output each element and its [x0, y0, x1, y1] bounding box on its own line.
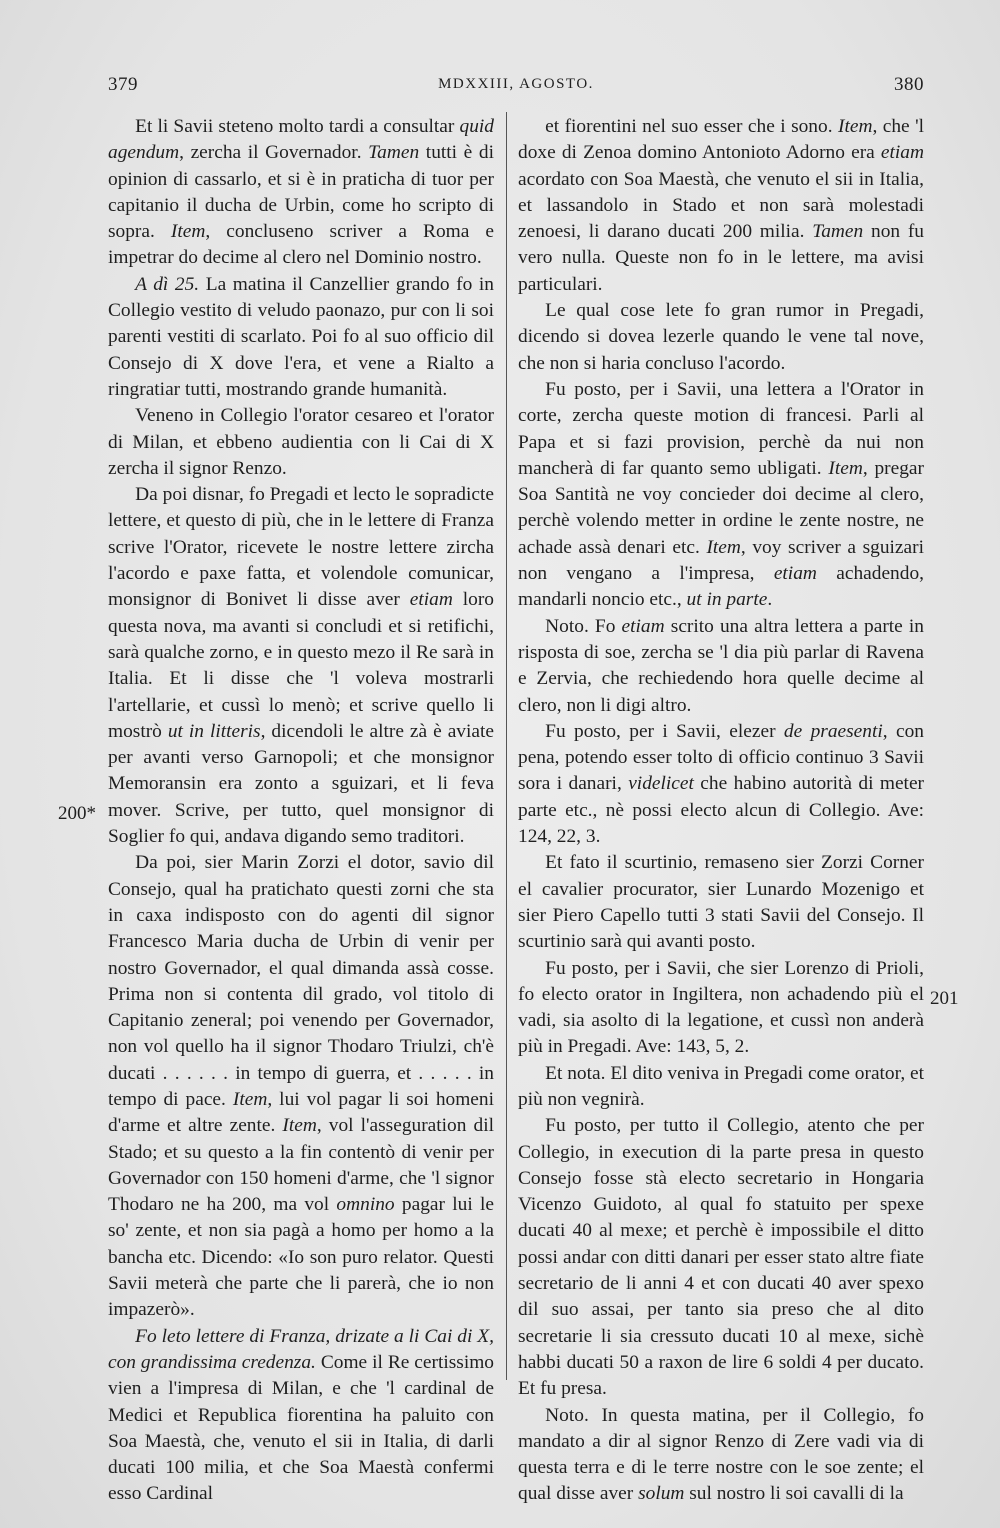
- italic-run: Item: [282, 1115, 317, 1137]
- paragraph: [518, 114, 924, 298]
- paragraph: [518, 719, 924, 850]
- paragraph: [108, 482, 494, 850]
- italic-run: solum: [638, 1483, 685, 1505]
- text-run: Fu posto, per i Savii, una lettera a l'Orator in corte, zercha queste motion di francesi. Parli al Papa et si fazi provision, perchè da nui non mancherà di far quanto semo ubligati.: [518, 378, 924, 479]
- italic-run: de praesenti: [783, 720, 883, 742]
- text-run: .: [767, 589, 773, 611]
- paragraph: [108, 403, 494, 482]
- text-run: , concluseno scriver a Roma e impetrar do decime al clero nel Dominio nostro.: [108, 221, 494, 269]
- italic-run: Item: [838, 116, 873, 137]
- text-run: , che 'l doxe di Zenoa domino Antonioto Adorno era: [518, 116, 924, 164]
- italic-run: Tamen: [812, 221, 864, 243]
- text-run: , con pena, potendo esser tolto di officio continuo 3 Savii sora i danari,: [518, 720, 924, 795]
- text-run: Da poi disnar, fo Pregadi et lecto le sopradicte lettere, et questo di più, che in le lettere di Franza scrive l'Orator, ricevete le nostre lettere zircha l'acordo e paxe fatta, et volendole comunicar, monsignor di Bonivet li disse aver: [108, 484, 494, 611]
- italic-run: quid agendum: [108, 116, 494, 164]
- text-run: loro questa nova, ma avanti si concludi et si retifichi, sarà qualche zorno, e in questo mezo il Re sarà in Italia. Et li disse che 'l voleva mostrarli l'artellarie, et cussì lo menò; et scrive quello li mostrò: [108, 589, 494, 742]
- italic-run: Item: [170, 221, 206, 243]
- italic-run: ut in parte: [686, 589, 768, 611]
- italic-run: A dì 25.: [135, 273, 200, 295]
- paragraph: [108, 850, 494, 1323]
- text-run: Et fato il scurtinio, remaseno sier Zorzi Corner el cavalier procurator, sier Lunardo Mozenigo et sier Piero Capello tutti 3 stati Savii del Consejo. Il scurtinio sarà qui avanti posto.: [518, 852, 924, 953]
- paragraph: [518, 956, 924, 1061]
- text-run: , pregar Soa Santità ne voy concieder doi decime al clero, perchè volendo metter in ordine le zente nostre, ne achade assà denari etc.: [518, 457, 924, 558]
- text-run: , zercha il Governador.: [179, 142, 369, 164]
- paragraph: [518, 850, 924, 955]
- running-title: MDXXIII, AGOSTO.: [438, 76, 594, 92]
- text-run: Le qual cose lete fo gran rumor in Pregadi, dicendo si dovea lezerle quando le vene tal nove, che non si haria concluso l'acordo.: [518, 300, 924, 374]
- italic-run: Tamen: [368, 142, 420, 164]
- text-run: et fiorentini nel suo esser che i sono.: [545, 116, 838, 137]
- text-run: Noto. In questa matina, per il Collegio, fo mandato a dir al signor Renzo di Zere vadi via di questa terra e di le terre nostre con le soe zente; el qual disse aver: [518, 1404, 924, 1505]
- text-run: Come il Re certissimo vien a l'impresa di Milan, e che 'l cardinal de Medici et Republica fiorentina ha paluito con Soa Maestà, che, venuto el sii in Italia, di darli ducati 100 milia, et che Soa Maestà confermi esso Cardinal: [108, 1351, 494, 1505]
- column-divider: [506, 112, 507, 1380]
- text-run: pagar lui le so' zente, et non sia pagà a homo per homo a la bancha etc. Dicendo: «Io son puro relator. Questi Savii meterà che parte che li parerà, che io non impazerò».: [108, 1194, 494, 1321]
- text-run: acordato con Soa Maestà, che venuto el sii in Italia, et lassandolo in Stado et non sarà molestadi zenoesi, li darano ducati 200 milia.: [518, 168, 924, 243]
- text-run: Et li Savii steteno molto tardi a consultar: [135, 116, 460, 137]
- paragraph: [518, 377, 924, 614]
- page-number-left: 379: [108, 74, 138, 95]
- page-number-right: 380: [894, 74, 924, 95]
- text-run: tutti è di opinion di cassarlo, et si è in praticha di tuor per capitanio il ducha de Urbin, come ho scripto di sopra.: [108, 142, 494, 243]
- text-run: Noto. Fo: [545, 615, 622, 637]
- right-column: [518, 114, 924, 1508]
- text-run: , voy scriver a sguizari non vengano a l'impresa,: [518, 536, 924, 585]
- margin-note-right: 201: [930, 988, 959, 1009]
- italic-run: omnino: [336, 1194, 395, 1216]
- text-run: Fu posto, per i Savii, elezer: [545, 720, 784, 742]
- text-run: , vol l'asseguration dil Stado; et su questo a la fin contentò di venir per Governador con 150 homeni d'arme, che 'l signor Thodaro ne ha 200, ma vol: [108, 1115, 494, 1216]
- text-run: , lui vol pagar li soi homeni d'arme et altre zente.: [108, 1088, 494, 1137]
- paragraph: [518, 298, 924, 377]
- text-run: achadendo, mandarli noncio etc.,: [518, 563, 924, 611]
- text-run: Fu posto, per tutto il Collegio, atento che per Collegio, in execution di la parte presa in questo Consejo fosse stà electo secretario in Hongaria Vicenzo Guidoto, al qual fo statuito per spexe ducati 40 al mexe; et perchè è impossibile el ditto possi andar con ditti danari per esser stato altre fiate secretario de li anni 4 et con ducati 40 aver spexo dil suo assai, per tanto sia preso che al dito secretarie li sia cressuto ducati 10 al mexe, sichè habbi ducati 50 a raxon de lire 6 soldi 4 per ducato. Et fu presa.: [518, 1115, 924, 1400]
- margin-note-left: 200*: [58, 803, 96, 824]
- italic-run: ut in litteris: [167, 720, 261, 742]
- italic-run: etiam: [773, 563, 817, 585]
- text-run: non fu vero nulla. Queste non fo in le lettere, ma avisi particulari.: [518, 221, 925, 295]
- italic-run: etiam: [409, 589, 453, 611]
- text-run: scrito una altra lettera a parte in risposta di soe, zercha se 'l dia più parlar di Ravena e Zervia, che rechiedendo hora quelle decime al clero, non li digi altro.: [518, 615, 924, 716]
- text-run: Da poi, sier Marin Zorzi el dotor, savio dil Consejo, qual ha pratichato questi zorni che sta in caxa indisposto con do agenti dil signor Francesco Maria ducha de Urbin di venir per nostro Governador, el qual dimanda assà cosse. Prima non si contenta dil grado, vol titolo di Capitanio zeneral; poi venendo per Governador, non vol quello ha il signor Thodaro Triulzi, ch'è ducati . . . . . . in tempo di guerra, et . . . . . in tempo di pace.: [108, 852, 494, 1110]
- italic-run: videlicet: [628, 773, 694, 795]
- text-run: Fu posto, per i Savii, che sier Lorenzo di Prioli, fo electo orator in Ingiltera, non achadendo più el vadi, sia asolto di la legatione, et cussì non anderà più in Pregadi. Ave: 143, 5, 2.: [518, 957, 924, 1058]
- text-run: , dicendoli le altre zà è aviate per avanti verso Garnopoli; et che monsignor Memoransin era zonto a sguizari, et li feva mover. Scrive, per tutto, quel monsignor di Soglier fo qui, andava digando semo traditori.: [108, 720, 494, 848]
- italic-run: Fo leto lettere di Franza, drizate a li Cai di X, con grandissima credenza.: [108, 1325, 494, 1373]
- text-run: sul nostro li soi cavalli di la: [684, 1483, 904, 1505]
- text-run: La matina il Canzellier grando fo in Collegio vestito di veludo paonazo, pur con li soi parenti vestiti di scarlato. Poi fo al suo officio dil Consejo di X dove l'era, et vene a Rialto a ringratiar tutti, mostrando grande humanità.: [108, 273, 495, 400]
- paragraph: [108, 1324, 494, 1508]
- text-run: che habino autorità di meter parte etc., nè possi electo alcun di Collegio. Ave: 124, 22, 3.: [518, 773, 925, 848]
- italic-run: etiam: [621, 615, 665, 637]
- left-column: [108, 114, 494, 1508]
- text-run: Veneno in Collegio l'orator cesareo et l'orator di Milan, et ebbeno audientia con li Cai di X zercha il signor Renzo.: [108, 405, 494, 479]
- running-header: [108, 74, 924, 104]
- text-run: Et nota. El dito veniva in Pregadi come orator, et più non vegnirà.: [518, 1062, 925, 1110]
- paragraph: [518, 1403, 924, 1508]
- italic-run: etiam: [880, 142, 924, 164]
- paragraph: [108, 272, 494, 403]
- paragraph: [518, 614, 924, 719]
- italic-run: Item: [232, 1088, 268, 1110]
- paragraph: [518, 1061, 924, 1114]
- paragraph: [108, 114, 494, 272]
- italic-run: Item: [706, 536, 741, 558]
- italic-run: Item: [828, 457, 863, 479]
- paragraph: [518, 1113, 924, 1402]
